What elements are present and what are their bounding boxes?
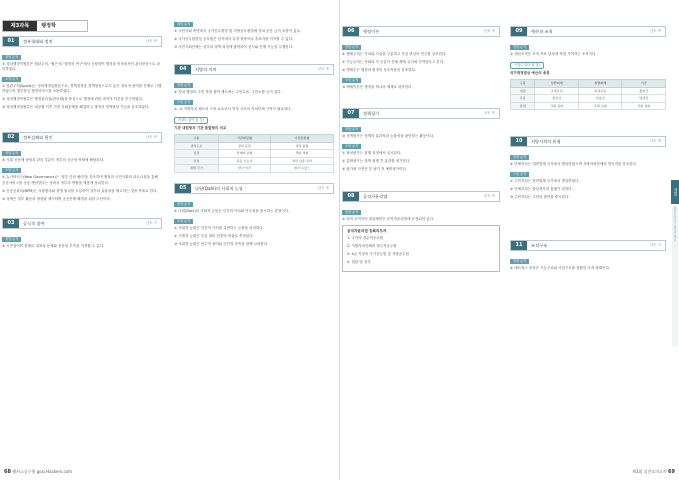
table-cell: 탄력성 — [622, 95, 666, 102]
section-title: 다원(Dahl)의 사회적 능률 — [195, 185, 243, 191]
table-cell: 권력 통합 — [270, 142, 333, 149]
section-number: 09 — [511, 27, 527, 36]
wrong-answer-label: 오답 분석 — [174, 100, 193, 105]
difficulty-label: 난도 中 — [145, 135, 157, 140]
table-cell: 갈등 가능성 — [218, 157, 270, 164]
table-cell: 책임 명확 — [270, 150, 333, 157]
section-number: 01 — [3, 37, 19, 46]
difficulty-label: 난도 下 — [145, 220, 157, 225]
answer-label: 정답 분석 — [174, 202, 193, 207]
table-header-cell: 기관통합형 — [270, 135, 333, 142]
reference-item: 4. 법관 및 검사 — [347, 259, 371, 264]
explanation-paragraph: ② 생태론은 행정과 환경의 상호작용을 강조한다. — [342, 68, 417, 73]
explanation-paragraph: ③ 주민자치는 주민의 참여를 중시한다. — [510, 195, 570, 200]
table-cell: 국회 심의 — [578, 102, 622, 109]
explanation-paragraph: ④ 행태주의는 가치와 사실을 구분하고 사실 중심의 연구를 강조한다. — [342, 52, 447, 56]
section-title: 예산과 조직 — [531, 29, 553, 34]
table-cell: 국회 심의 — [622, 102, 666, 109]
section-header-05 — [174, 183, 334, 194]
section-number: 08 — [343, 192, 359, 201]
section-title: 공식적 참여 — [23, 220, 45, 226]
explanation-paragraph: ① 정치행정이원론은 엽관주의, '윌슨'의 '행정의 연구'에서 등장하여 행정을 비정치적인 관리현상으로 파악하였다. — [2, 62, 160, 72]
explanation-paragraph: ④ 단체자치는 대륙법계 국가에서 발달하였으며 지방자치단체의 법인격을 강조한다. — [510, 162, 637, 167]
section-header-11 — [510, 240, 666, 251]
table-row — [511, 102, 666, 109]
section-number: 06 — [343, 27, 359, 36]
table-cell: 조세수입 — [535, 87, 579, 94]
table-title: 국가재정법상 예산의 종류 — [510, 71, 550, 76]
section-header-10 — [510, 136, 666, 147]
explanation-paragraph: ③ 정치행정일원론은 대공황 이후 각종 사회문제를 해결하고 행정의 정책형성 기능을 강조하였다. — [2, 105, 150, 110]
explanation-paragraph: ② 신공공관리(NPM)는 시장원리와 경쟁 원리를 도입하여 정부의 효율성을 제고하는 것을 목표로 한다. — [2, 188, 158, 193]
page-number: 69 — [668, 468, 675, 475]
explanation-paragraph: ③ 사회적 능률은 민주적 참여와 인간적 만족을 함께 고려한다. — [174, 241, 269, 246]
section-number: 04 — [175, 65, 191, 74]
table-cell: 채택 국가 — [175, 165, 219, 172]
explanation-paragraph: ① 계선조직은 조직 목표 달성에 직접 기여하는 조직이다. — [510, 52, 597, 56]
section-number: 07 — [343, 109, 359, 118]
section-header-01 — [2, 36, 162, 47]
section-title: 지방의 자치 — [195, 67, 217, 73]
side-index-tab: 제3회 — [671, 180, 679, 204]
explanation-paragraph: ④ 사회 공동체 형성과 관리 부분이 정부의 공공성 역할에 해당된다. — [2, 158, 105, 163]
wrong-answer-label: 오답 분석 — [2, 77, 21, 82]
section-header-02 — [2, 132, 162, 143]
explanation-paragraph: ① 사회적 능률은 인간적 가치를 실현하는 능률을 의미한다. — [174, 225, 264, 230]
table-title: 기관 대립형과 기관 통합형의 비교 — [174, 126, 227, 131]
table-cell: 권력구조 — [175, 142, 219, 149]
table-cell: 통제 — [511, 102, 535, 109]
table-cell: 한국·미국 — [218, 165, 270, 172]
table-row — [511, 95, 666, 102]
explanation-paragraph: ② 정치행정이원론은 행정관리설(관료제)을 중심으로 행정에 관한 과학적 이론을 추구하였다. — [2, 97, 143, 102]
explanation-paragraph: ① 뉴거버넌스(New Governance)는 '정부 간의 협력'을 강조하며 행정과 시민사회의 파트너십을 통해 공공서비스를 공동 생산한다는 점에서 정부의 역할을 새롭게 정의한다. — [2, 175, 158, 185]
difficulty-label: 난도 中 — [483, 111, 495, 116]
left-column-2 — [174, 20, 334, 250]
reference-box-title: 공직자윤리법 등록의무자 — [347, 228, 387, 233]
difficulty-label: 난도 中 — [317, 67, 329, 72]
explanation-paragraph: ② 단체자치는 중앙정부의 통제가 강하다. — [510, 187, 573, 192]
explanation-paragraph: ④ 자치 행정의 주민 직접 참여 제도에는 주민투표, 주민소환 등이 있다. — [174, 90, 282, 95]
table-row — [511, 87, 666, 94]
section-title: 정책평가 — [363, 111, 380, 117]
explanation-paragraph: ③ 체제이론은 행정을 하나의 체계로 파악한다. — [342, 85, 413, 90]
chapter-header — [2, 20, 88, 32]
wrong-answer-label: 오답 분석 — [174, 219, 193, 224]
table-cell: 재원 — [511, 87, 535, 94]
table-cell: 운용 — [511, 95, 535, 102]
table-cell: 권력 분립 — [218, 142, 270, 149]
section-title: 지방자치의 유형 — [531, 139, 561, 145]
chapter-number: 제3과목 — [3, 21, 37, 31]
explanation-paragraph: ① 엽관주의(Spoils)는 정치행정일원론으로, 정책결정을 정책형성으로서 높은 정치적 참여를 전제로 시행하였으며 정부중심 행정서비스를 보완하였다. — [2, 84, 162, 94]
table-row — [175, 142, 334, 149]
chapter-title: 행정학 — [41, 23, 57, 29]
section-header-09 — [510, 26, 666, 37]
table-cell: 단점 — [175, 157, 219, 164]
section-number: 11 — [511, 241, 527, 250]
table-cell: 자율성 — [578, 95, 622, 102]
explanation-paragraph: ① 주민자치는 영미법계 국가에서 발달하였다. — [510, 179, 580, 184]
difficulty-label: 난도 中 — [317, 185, 329, 190]
difficulty-label: 난도 中 — [483, 29, 495, 33]
right-column-1 — [342, 26, 500, 276]
answer-label: 정답 분석 — [510, 259, 529, 264]
answer-label: 정답 분석 — [174, 83, 193, 88]
answer-label: 정답 분석 — [342, 45, 361, 50]
explanation-paragraph: ② 총괄평가는 정책 집행 후 효과를 평가한다. — [342, 159, 411, 164]
table-cell: 특정수입 — [578, 87, 622, 94]
tip-badge: 이것도 알아 둘 것! — [174, 117, 208, 124]
answer-label: 정답 분석 — [342, 210, 361, 215]
left-page — [0, 0, 339, 480]
section-number: 05 — [175, 184, 191, 193]
comparison-table — [510, 79, 666, 110]
reference-item: 2. 지방자치단체의 정무직공무원 — [347, 243, 397, 248]
section-header-07 — [342, 108, 500, 119]
table-cell: 견제와 균형 — [218, 150, 270, 157]
answer-label: 정답 분석 — [2, 55, 21, 60]
explanation-paragraph: ② 퇴직 공직자의 취업제한은 공직자윤리법에 규정되어 있다. — [342, 216, 435, 221]
reference-item: 3. 4급 이상의 국가공무원 및 지방공무원 — [347, 251, 409, 256]
section-header-04 — [174, 64, 334, 75]
explanation-paragraph: ④ 평가성 사정은 본 평가 전 예비평가이다. — [342, 167, 408, 172]
table-row — [175, 165, 334, 172]
table-cell: 출연금 — [622, 87, 666, 94]
comparison-table — [174, 134, 334, 172]
difficulty-label: 난도 中 — [649, 29, 661, 33]
wrong-answer-label: 오답 분석 — [2, 168, 21, 173]
right-footer — [632, 469, 675, 476]
reference-item: 1. 국가의 정무직공무원 — [347, 235, 383, 240]
wrong-answer-label: 오답 분석 — [342, 144, 361, 149]
page-number: 68 — [4, 468, 11, 475]
section-title: 조직구조 — [531, 243, 548, 249]
section-number: 02 — [3, 133, 19, 142]
left-column-1 — [2, 36, 162, 252]
table-row — [175, 157, 334, 164]
section-header-08 — [342, 191, 500, 202]
answer-label: 정답 분석 — [510, 45, 529, 50]
explanation-paragraph: ④ 시민참여의 한계로 대표성 문제와 전문성 부족을 지적할 수 있다. — [2, 243, 105, 248]
table-header-cell: 기금 — [622, 80, 666, 87]
difficulty-label: 난도 中 — [649, 139, 661, 144]
explanation-paragraph: ③ 시민사회단체는 정부의 정책 과정에 참여하여 감시와 견제 기능을 수행한다. — [174, 45, 294, 50]
wrong-answer-label: 오답 분석 — [510, 172, 529, 177]
table-row — [175, 150, 334, 157]
reference-box — [342, 225, 500, 272]
explanation-paragraph: ③ 정책평가는 정책의 효과성과 능률성을 판단하는 활동이다. — [342, 134, 435, 139]
explanation-paragraph: ①, ② 지방자치 제도의 구성 요소로서 적정 규모의 자치단체 구역이 필요하다. — [174, 107, 292, 112]
explanation-paragraph: ③ 정책은 정부 활동의 방향을 제시하며 공공문제 해결을 위한 수단이다. — [2, 196, 111, 201]
table-cell: 권력 남용 우려 — [270, 157, 333, 164]
table-header-cell: 기관대립형 — [218, 135, 270, 142]
section-header-03 — [2, 218, 162, 229]
answer-label: 정답 분석 — [510, 155, 529, 160]
table-header-cell: 구분 — [175, 135, 219, 142]
tip-badge: 이것도 알아 둘 것! — [510, 62, 544, 69]
difficulty-label: 난도 下 — [649, 243, 661, 248]
section-title: 공직자윤리법 — [363, 193, 388, 199]
explanation-paragraph: ② 국가공무원법상 공무원은 선거에서 특정 정당이나 후보자를 지지할 수 없다. — [174, 37, 294, 42]
table-cell: 장점 — [175, 150, 219, 157]
table-header-cell: 특별회계 — [578, 80, 622, 87]
table-cell: 영국·프랑스 — [270, 165, 333, 172]
difficulty-label: 난도 中 — [145, 39, 157, 43]
footer-text: 제3회 실전모의고사 — [632, 468, 667, 474]
section-number: 10 — [511, 137, 527, 146]
answer-label: 정답 분석 — [2, 237, 21, 242]
section-header-06 — [342, 26, 500, 37]
right-column-2 — [510, 26, 666, 274]
side-index-strip: 실전모의고사 행정학 해설 — [672, 206, 678, 346]
answer-label: 정답 분석 — [2, 151, 21, 156]
explanation-paragraph: ① 형성평가는 집행 과정에서 실시된다. — [342, 151, 402, 156]
explanation-paragraph: ④ 다원(Dahl)의 사회적 능률은 인간의 가치와 민주성을 중시하는 관점이다. — [174, 208, 290, 213]
answer-label: 정답 분석 — [174, 22, 193, 27]
table-cell: 국회 심의 — [535, 102, 579, 109]
explanation-paragraph: ④ 매트릭스 조직은 기능구조와 사업구조를 결합한 조직 형태이다. — [510, 266, 610, 271]
explanation-paragraph: ① 기능주의는 사회의 각 부분이 전체 체계 유지에 기여한다고 본다. — [342, 60, 445, 65]
footer-text: 해커스공무원 gosi.Hackers.com — [12, 468, 72, 474]
table-header-cell: 일반회계 — [535, 80, 579, 87]
explanation-paragraph: ② 기계적 능률은 투입 대비 산출의 비율로 측정된다. — [174, 233, 254, 238]
section-title: 행정이론 — [363, 29, 380, 34]
right-page — [340, 0, 679, 480]
left-footer — [4, 469, 72, 476]
answer-label: 정답 분석 — [342, 127, 361, 132]
section-number: 03 — [3, 219, 19, 228]
section-title: 정부형태와 정치 — [23, 39, 53, 44]
explanation-paragraph: ① 시민사회 측면에서 국가공무원법 및 지방공무원법에 정치 운동 금지 조항이 있다. — [174, 29, 301, 33]
difficulty-label: 난도 中 — [483, 193, 495, 198]
wrong-answer-label: 오답 분석 — [342, 78, 361, 83]
section-title: 정부실패와 원인 — [23, 135, 53, 141]
table-header-cell: 구분 — [511, 80, 535, 87]
table-cell: 통일성 — [535, 95, 579, 102]
